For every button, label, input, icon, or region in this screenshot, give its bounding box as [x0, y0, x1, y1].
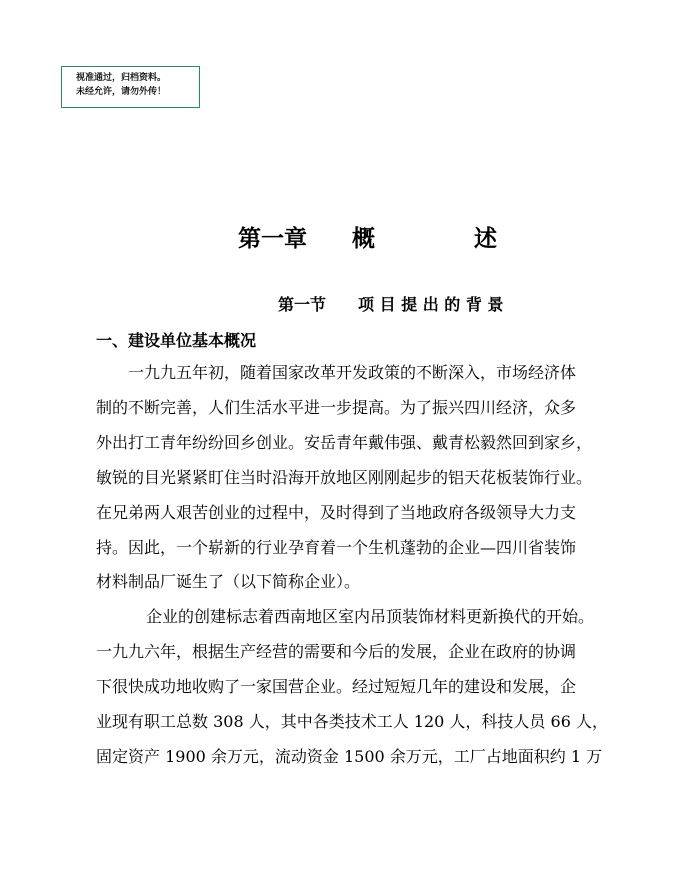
- chapter-word-a: 概: [352, 225, 375, 252]
- confidential-notice-stamp: [61, 66, 200, 108]
- paragraph-line: 固定资产 1900 余万元，流动资金 1500 余万元，工厂占地面积约 1 万: [96, 747, 603, 766]
- paragraph-line: 持。因此，一个崭新的行业孕育着一个生机蓬勃的企业—四川省装饰: [96, 538, 577, 557]
- section-label: 第一节: [278, 295, 327, 314]
- paragraph-line: 外出打工青年纷纷回乡创业。安岳青年戴伟强、戴青松毅然回到家乡，: [96, 433, 593, 452]
- paragraph-line: 敏锐的目光紧紧盯住当时沿海开放地区刚刚起步的铝天花板装饰行业。: [96, 468, 593, 487]
- paragraph-line: 一九九五年初，随着国家改革开发政策的不断深入，市场经济体: [128, 363, 577, 382]
- paragraph-line: 企业的创建标志着西南地区室内吊顶装饰材料更新换代的开始。: [146, 607, 595, 626]
- paragraph-line: 制的不断完善，人们生活水平进一步提高。为了振兴四川经济，众多: [96, 398, 577, 417]
- paragraph-line: 业现有职工总数 308 人，其中各类技术工人 120 人，科技人员 66 人，: [96, 712, 608, 731]
- paragraph-line: 下很快成功地收购了一家国营企业。经过短短几年的建设和发展，企: [96, 677, 577, 696]
- paragraph-line: 一九九六年，根据生产经营的需要和今后的发展，企业在政府的协调: [96, 642, 577, 661]
- notice-line-1: 视准通过，归档资料。: [76, 73, 167, 83]
- notice-line-2: 未经允许，请勿外传！: [76, 87, 167, 97]
- paragraph-line: 在兄弟两人艰苦创业的过程中，及时得到了当地政府各级领导大力支: [96, 503, 577, 522]
- section-title: 项 目 提 出 的 背 景: [358, 295, 504, 314]
- chapter-number: 第一章: [238, 225, 307, 252]
- chapter-word-b: 述: [474, 225, 497, 252]
- subsection-heading: 一、建设单位基本概况: [96, 331, 257, 350]
- paragraph-line: 材料制品厂诞生了（以下简称企业）。: [96, 572, 361, 591]
